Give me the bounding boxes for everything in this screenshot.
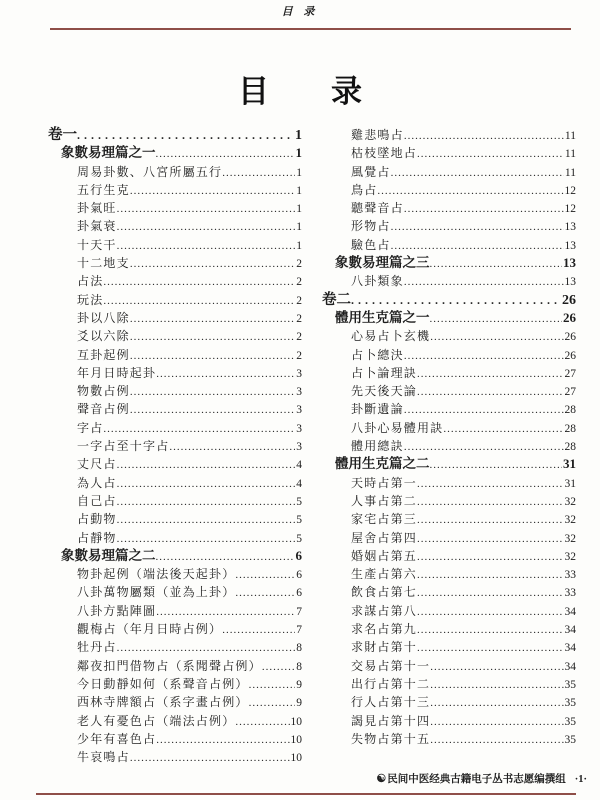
toc-entry-label: 老人有憂色占（端法占例） — [77, 713, 236, 728]
toc-entry-label: 物數占例 — [77, 384, 130, 399]
toc-entry[interactable] — [335, 254, 576, 272]
dot-leader — [130, 255, 295, 273]
dot-leader — [156, 365, 295, 383]
toc-entry-page: 6 — [296, 587, 302, 600]
toc-entry-label: 家宅占第三 — [351, 512, 418, 527]
toc-entry[interactable] — [351, 675, 576, 693]
toc-entry[interactable] — [351, 510, 576, 528]
toc-entry-label: 玩法 — [77, 292, 104, 307]
dot-leader — [417, 621, 563, 639]
toc-entry-label: 枯枝墜地占 — [351, 146, 418, 161]
toc-entry[interactable] — [77, 492, 302, 510]
dot-leader — [117, 530, 296, 548]
toc-entry-page: 2 — [296, 349, 302, 362]
toc-entry-page: 32 — [564, 532, 576, 545]
toc-entry-page: 1 — [295, 145, 302, 161]
toc-entry-label: 字占 — [77, 420, 104, 435]
toc-entry-label: 求謀占第八 — [351, 603, 418, 618]
dot-leader — [77, 126, 294, 144]
dot-leader — [130, 749, 290, 767]
dot-leader — [222, 621, 295, 639]
toc-entry-page: 5 — [296, 532, 302, 545]
toc-entry[interactable] — [351, 400, 576, 418]
toc-entry-label: 占卜總決 — [351, 347, 404, 362]
dot-leader — [430, 658, 563, 676]
toc-entry-label: 少年有喜色占 — [77, 731, 157, 746]
footer-rule — [36, 793, 576, 795]
dot-leader — [351, 291, 561, 309]
dot-leader — [417, 639, 563, 657]
toc-entry-page: 31 — [564, 477, 576, 490]
toc-entry[interactable] — [77, 163, 302, 181]
toc-entry[interactable] — [77, 712, 302, 730]
toc-entry-page: 1 — [296, 184, 302, 197]
toc-entry-label: 八卦方點陣圖 — [77, 603, 157, 618]
toc-entry[interactable] — [351, 437, 576, 455]
toc-entry[interactable] — [61, 547, 302, 565]
toc-entry[interactable] — [351, 382, 576, 400]
dot-leader — [391, 218, 564, 236]
toc-column-right — [322, 126, 576, 766]
dot-leader — [156, 548, 295, 566]
toc-entry[interactable] — [351, 583, 576, 601]
toc-entry-label: 聲音占例 — [77, 402, 130, 417]
toc-entry[interactable] — [77, 437, 302, 455]
toc-entry[interactable] — [77, 529, 302, 547]
dot-leader — [417, 603, 563, 621]
toc-entry-label: 失物占第十五 — [351, 731, 431, 746]
toc-entry[interactable] — [77, 382, 302, 400]
toc-entry[interactable] — [351, 529, 576, 547]
dot-leader — [377, 182, 563, 200]
toc-entry[interactable] — [77, 602, 302, 620]
dot-leader — [130, 347, 295, 365]
toc-entry-label: 丈尺占 — [77, 457, 117, 472]
toc-entry-page: 26 — [564, 331, 576, 344]
dot-leader — [103, 273, 295, 291]
table-of-contents — [48, 126, 576, 766]
toc-entry-label: 體用生克篇之二 — [335, 456, 430, 472]
toc-entry-label: 風覺占 — [351, 164, 391, 179]
toc-entry[interactable] — [351, 620, 576, 638]
toc-entry-page: 13 — [564, 221, 576, 234]
dot-leader — [404, 200, 564, 218]
toc-entry-page: 32 — [564, 514, 576, 527]
toc-entry-page: 12 — [564, 184, 576, 197]
toc-entry[interactable] — [77, 474, 302, 492]
toc-entry[interactable] — [77, 748, 302, 766]
toc-entry[interactable] — [335, 455, 576, 473]
toc-entry[interactable] — [351, 163, 576, 181]
toc-entry-label: 人事占第二 — [351, 493, 418, 508]
dot-leader — [417, 548, 563, 566]
dot-leader — [235, 566, 295, 584]
toc-entry-label: 卦斷遺論 — [351, 402, 404, 417]
toc-entry-label: 求名占第九 — [351, 622, 418, 637]
toc-entry-label: 十天干 — [77, 237, 117, 252]
toc-entry-label: 飲食占第七 — [351, 585, 418, 600]
toc-entry-page: 26 — [562, 292, 576, 308]
dot-leader — [430, 310, 563, 328]
page-footer — [376, 771, 587, 786]
toc-entry-label: 八卦心易體用訣 — [351, 420, 444, 435]
toc-entry-page: 13 — [564, 276, 576, 289]
toc-entry-page: 5 — [296, 495, 302, 508]
dot-leader — [156, 603, 295, 621]
dot-leader — [430, 694, 563, 712]
toc-entry-page: 13 — [563, 255, 576, 271]
toc-entry[interactable] — [77, 181, 302, 199]
toc-entry[interactable] — [77, 327, 302, 345]
toc-entry-page: 1 — [296, 239, 302, 252]
toc-entry[interactable] — [77, 638, 302, 656]
toc-entry[interactable] — [351, 602, 576, 620]
dot-leader — [235, 584, 295, 602]
toc-entry-label: 體用生克篇之一 — [335, 309, 430, 325]
toc-entry[interactable] — [351, 236, 576, 254]
toc-entry-page: 3 — [296, 386, 302, 399]
dot-leader — [417, 584, 563, 602]
toc-entry[interactable] — [77, 364, 302, 382]
toc-entry-page: 1 — [295, 128, 302, 143]
dot-leader — [117, 511, 296, 529]
toc-entry[interactable] — [351, 199, 576, 217]
dot-leader — [417, 493, 563, 511]
dot-leader — [404, 438, 564, 456]
toc-entry-label: 牛哀鳴占 — [77, 750, 130, 765]
dot-leader — [417, 530, 563, 548]
toc-entry[interactable] — [77, 510, 302, 528]
toc-entry[interactable] — [77, 346, 302, 364]
toc-entry-page: 9 — [296, 678, 302, 691]
toc-entry[interactable] — [351, 217, 576, 235]
toc-entry-page: 3 — [296, 441, 302, 454]
dot-leader — [117, 218, 296, 236]
toc-entry[interactable] — [351, 126, 576, 144]
toc-entry[interactable] — [77, 254, 302, 272]
dot-leader — [117, 237, 296, 255]
toc-entry-label: 天時占第一 — [351, 475, 418, 490]
toc-entry-page: 34 — [564, 605, 576, 618]
toc-entry[interactable] — [351, 272, 576, 290]
dot-leader — [130, 401, 295, 419]
toc-entry[interactable] — [77, 291, 302, 309]
toc-entry-page: 3 — [296, 367, 302, 380]
toc-entry-page: 34 — [564, 660, 576, 673]
toc-entry[interactable] — [77, 730, 302, 748]
toc-entry-label: 謁見占第十四 — [351, 713, 431, 728]
toc-entry-page: 27 — [564, 367, 576, 380]
toc-entry-label: 卦以八除 — [77, 310, 130, 325]
toc-entry-label: 周易卦數、八宮所屬五行 — [77, 164, 223, 179]
toc-entry-page: 12 — [564, 203, 576, 216]
dot-leader — [430, 731, 563, 749]
toc-entry-page: 3 — [296, 404, 302, 417]
toc-entry-page: 33 — [564, 587, 576, 600]
toc-entry-label: 屋舍占第四 — [351, 530, 418, 545]
dot-leader — [222, 164, 295, 182]
toc-entry-page: 28 — [564, 404, 576, 417]
toc-entry-label: 雞悲鳴占 — [351, 128, 404, 142]
dot-leader — [117, 200, 296, 218]
toc-entry-page: 11 — [564, 130, 576, 142]
dot-leader — [130, 328, 295, 346]
toc-entry-label: 形物占 — [351, 219, 391, 234]
toc-entry-page: 35 — [564, 715, 576, 728]
toc-entry-label: 占卜論理訣 — [351, 365, 418, 380]
toc-entry-label: 出行占第十二 — [351, 676, 431, 691]
dot-leader — [156, 731, 289, 749]
toc-entry[interactable] — [77, 236, 302, 254]
toc-entry-page: 6 — [295, 547, 302, 563]
toc-entry-page: 8 — [296, 642, 302, 655]
toc-entry-page: 31 — [563, 456, 576, 472]
toc-entry[interactable] — [351, 657, 576, 675]
toc-entry-label: 心易占卜玄機 — [351, 329, 431, 344]
toc-entry-label: 物卦起例（端法後天起卦） — [77, 567, 236, 582]
header-rule — [50, 28, 571, 30]
toc-entry[interactable] — [351, 144, 576, 162]
toc-entry-page: 8 — [296, 660, 302, 673]
dot-leader — [430, 255, 563, 273]
toc-entry[interactable] — [351, 346, 576, 364]
toc-entry[interactable] — [77, 199, 302, 217]
dot-leader — [417, 145, 564, 163]
toc-entry[interactable] — [351, 327, 576, 345]
toc-entry-page: 1 — [296, 203, 302, 216]
toc-entry-label: 驗色占 — [351, 237, 391, 252]
toc-entry-label: 先天後天論 — [351, 384, 418, 399]
toc-entry-page: 6 — [296, 569, 302, 582]
toc-entry[interactable] — [77, 400, 302, 418]
toc-entry-page: 11 — [564, 166, 576, 179]
dot-leader — [404, 401, 564, 419]
dot-leader — [391, 164, 564, 182]
dot-leader — [430, 456, 563, 474]
toc-entry-page: 26 — [564, 349, 576, 362]
toc-entry[interactable] — [351, 712, 576, 730]
toc-entry-page: 3 — [296, 422, 302, 435]
toc-entry-label: 十二地支 — [77, 256, 130, 271]
toc-entry-page: 27 — [564, 386, 576, 399]
toc-entry[interactable] — [61, 144, 302, 162]
dot-leader — [130, 383, 295, 401]
toc-entry-page: 28 — [564, 441, 576, 454]
toc-entry-label: 卷二 — [322, 291, 351, 308]
dot-leader — [443, 420, 563, 438]
toc-entry-page: 34 — [564, 642, 576, 655]
toc-entry[interactable] — [351, 565, 576, 583]
toc-entry[interactable] — [77, 217, 302, 235]
toc-entry-label: 今日動靜如何（系聲音占例） — [77, 676, 249, 691]
toc-entry-label: 鄰夜扣門借物占（系聞聲占例） — [77, 658, 262, 673]
toc-entry-page: 35 — [564, 733, 576, 746]
footer-group-name: 民间中医经典古籍电子丛书志愿编撰组 — [387, 774, 566, 785]
toc-entry[interactable] — [77, 693, 302, 711]
toc-entry[interactable] — [77, 272, 302, 290]
toc-entry[interactable] — [77, 565, 302, 583]
dot-leader — [103, 420, 295, 438]
toc-entry[interactable] — [77, 583, 302, 601]
toc-entry-page: 10 — [290, 715, 302, 728]
dot-leader — [391, 237, 564, 255]
toc-entry-page: 2 — [296, 276, 302, 289]
toc-entry-label: 一字占至十字占 — [77, 439, 170, 454]
toc-entry-page: 11 — [564, 148, 576, 161]
toc-entry[interactable] — [48, 126, 302, 144]
toc-entry-page: 2 — [296, 294, 302, 307]
toc-entry[interactable] — [77, 309, 302, 327]
toc-entry-page: 26 — [563, 309, 576, 325]
toc-entry[interactable] — [77, 419, 302, 437]
toc-entry-label: 體用總訣 — [351, 439, 404, 454]
toc-entry-page: 4 — [296, 459, 302, 472]
toc-entry-label: 交易占第十一 — [351, 658, 431, 673]
dot-leader — [262, 658, 295, 676]
toc-entry-label: 為人占 — [77, 475, 117, 490]
toc-entry[interactable] — [351, 364, 576, 382]
toc-entry-page: 7 — [296, 605, 302, 618]
toc-entry-label: 象數易理篇之三 — [335, 255, 430, 271]
toc-entry-label: 卦氣旺 — [77, 201, 117, 216]
dot-leader — [249, 676, 296, 694]
toc-entry-page: 7 — [296, 624, 302, 637]
toc-entry-label: 行人占第十三 — [351, 695, 431, 710]
toc-entry-page: 2 — [296, 258, 302, 271]
toc-entry-label: 生產占第六 — [351, 567, 418, 582]
dot-leader — [117, 456, 296, 474]
toc-entry-label: 鳥占 — [351, 182, 378, 197]
toc-entry[interactable] — [351, 638, 576, 656]
dot-leader — [417, 511, 563, 529]
toc-entry-label: 象數易理篇之二 — [61, 547, 156, 563]
toc-entry-page: 10 — [290, 733, 302, 746]
toc-entry-label: 爻以六除 — [77, 329, 130, 344]
dot-leader — [156, 145, 295, 163]
dot-leader — [169, 438, 295, 456]
dot-leader — [404, 273, 564, 291]
toc-entry[interactable] — [351, 547, 576, 565]
dot-leader — [103, 292, 295, 310]
toc-entry-page: 10 — [290, 752, 302, 765]
toc-entry-page: 13 — [564, 239, 576, 252]
dot-leader — [130, 310, 295, 328]
toc-entry[interactable] — [351, 492, 576, 510]
toc-column-left — [48, 126, 302, 766]
dot-leader — [130, 182, 295, 200]
toc-entry-page: 1 — [296, 221, 302, 234]
toc-entry-page: 2 — [296, 312, 302, 325]
toc-entry-label: 占法 — [77, 274, 104, 289]
dot-leader — [430, 676, 563, 694]
yin-yang-icon: ☯ — [376, 773, 387, 785]
toc-entry-label: 八卦萬物屬類（並為上卦） — [77, 585, 236, 600]
dot-leader — [235, 713, 289, 731]
toc-entry-page: 4 — [296, 477, 302, 490]
toc-entry-page: 34 — [564, 624, 576, 637]
page-title: 目 录 — [238, 74, 362, 109]
dot-leader — [117, 639, 296, 657]
toc-entry[interactable] — [77, 675, 302, 693]
toc-entry[interactable] — [351, 730, 576, 748]
toc-entry[interactable] — [77, 620, 302, 638]
toc-entry-label: 八卦類象 — [351, 274, 404, 289]
toc-entry-label: 求財占第十 — [351, 640, 418, 655]
footer-page-number: ·1· — [574, 774, 587, 785]
toc-entry-label: 卦氣衰 — [77, 219, 117, 234]
toc-entry-page: 1 — [296, 166, 302, 179]
toc-entry-label: 互卦起例 — [77, 347, 130, 362]
dot-leader — [430, 328, 563, 346]
toc-entry[interactable] — [322, 291, 576, 309]
dot-leader — [117, 493, 296, 511]
toc-entry-page: 5 — [296, 514, 302, 527]
toc-entry-label: 年月日時起卦 — [77, 365, 157, 380]
toc-entry[interactable] — [335, 309, 576, 327]
toc-entry-label: 觀梅占（年月日時占例） — [77, 622, 223, 637]
toc-entry-label: 占動物 — [77, 512, 117, 527]
toc-entry[interactable] — [351, 474, 576, 492]
toc-entry[interactable] — [77, 657, 302, 675]
running-header: 目 录 — [281, 6, 319, 18]
toc-entry-label: 聽聲音占 — [351, 201, 404, 216]
toc-entry-label: 占靜物 — [77, 530, 117, 545]
dot-leader — [404, 127, 564, 145]
toc-entry[interactable] — [351, 693, 576, 711]
toc-entry-label: 卷一 — [48, 127, 77, 143]
toc-entry[interactable] — [77, 455, 302, 473]
dot-leader — [430, 713, 563, 731]
toc-entry-label: 西林寺牌額占（系字畫占例） — [77, 695, 249, 710]
toc-entry-label: 自己占 — [77, 493, 117, 508]
toc-entry-label: 象數易理篇之一 — [61, 145, 156, 161]
toc-entry-page: 32 — [564, 550, 576, 563]
toc-entry-page: 9 — [296, 697, 302, 710]
toc-entry-label: 五行生克 — [77, 182, 130, 197]
toc-entry-page: 32 — [564, 495, 576, 508]
toc-entry-label: 牡丹占 — [77, 640, 117, 655]
dot-leader — [249, 694, 296, 712]
toc-entry-page: 35 — [564, 678, 576, 691]
dot-leader — [417, 383, 563, 401]
toc-entry[interactable] — [351, 181, 576, 199]
toc-entry-page: 35 — [564, 697, 576, 710]
dot-leader — [404, 347, 564, 365]
toc-entry-page: 28 — [564, 422, 576, 435]
dot-leader — [417, 365, 563, 383]
toc-entry[interactable] — [351, 419, 576, 437]
toc-entry-page: 33 — [564, 569, 576, 582]
dot-leader — [417, 566, 563, 584]
dot-leader — [417, 475, 563, 493]
toc-entry-label: 婚姻占第五 — [351, 548, 418, 563]
toc-entry-page: 2 — [296, 331, 302, 344]
dot-leader — [117, 475, 296, 493]
